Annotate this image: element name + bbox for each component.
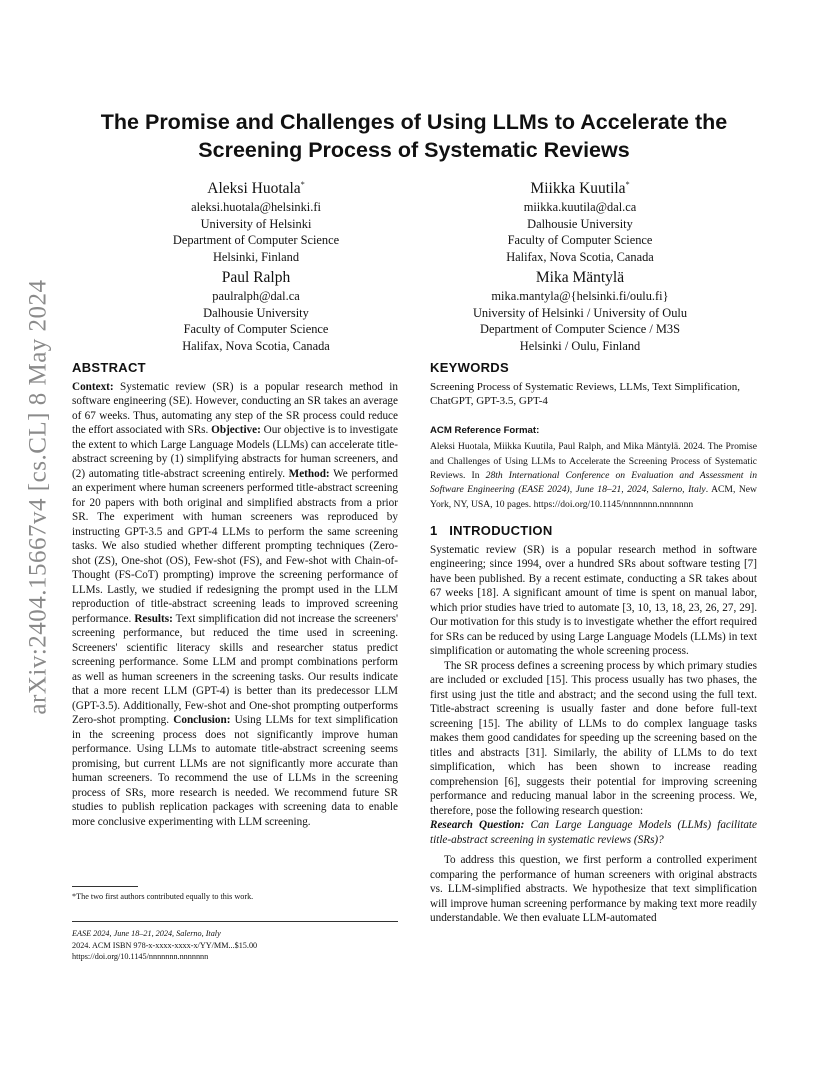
context-text: Systematic review (SR) is a popular research method in software engineering (SE). However, conducting an SR takes an average of 67 weeks. Thus, automating any step of the SR process could reduce the effort associated with SRs. (72, 380, 398, 437)
author-email: miikka.kuutila@dal.ca (523, 200, 637, 215)
author-location: Helsinki / Oulu, Finland (519, 338, 641, 353)
acm-reference-text: Aleksi Huotala, Miikka Kuutila, Paul Ralph, and Mika Mäntylä. 2024. The Promise and Challenges of Using LLMs to Accelerate the Screening Process of Systematic Reviews. In 28th International Conference on Evaluation and Assessment in Software Engineering (EASE 2024), June 18–21, 2024, Salerno, Italy. ACM, New York, NY, USA, 10 pages. https://doi.org/10.1145/nnnnnnn.nnnnnnn (430, 441, 757, 510)
method-text: We performed an experiment where human screeners performed title-abstract screening for 20 papers with both original and simplified abstracts from a prior SR. The experiment with human screeners was reproduced by instructing GPT-3.5 and GPT-4 LLMs to perform the same screening tasks. We also studied whether different prompting techniques (Zero-shot (ZS), One-shot (OS), Few-shot (FS), and Few-shot with Chain-of-Thought (FS-CoT) prompting) improve the screening performance of LLMs. Lastly, we studied if redesigning the prompt used in the LLM reproduction of title-abstract screening leads to improved screening performance. (72, 467, 398, 625)
paper-title (70, 108, 758, 164)
author-department: Faculty of Computer Science (183, 322, 329, 337)
author-email: aleksi.huotala@helsinki.fi (191, 200, 321, 215)
objective-label: Objective: (211, 424, 261, 437)
author-department: Department of Computer Science / M3S (480, 322, 680, 337)
author-department: Department of Computer Science (172, 233, 340, 248)
author-email: mika.mantyla@{helsinki.fi/oulu.fi} (491, 289, 669, 303)
abstract-section (72, 361, 398, 829)
acm-venue: 28th International Conference on Evaluation and Assessment in Software Engineering (EASE 2024), June 18–21, 2024, Salerno, Italy (430, 470, 757, 496)
research-question (430, 818, 757, 847)
intro-paragraph-3: To address this question, we first perform a controlled experiment comparing the performance of human screeners with original abstracts vs. LLM-simplified abstracts. We hypothesize that text simplification will improve human screening performance by making text more readily understandable. We then evaluate LLM-automated (430, 854, 757, 925)
author-department: Faculty of Computer Science (507, 233, 653, 248)
author-name: Miikka Kuutila* (530, 180, 630, 198)
author-block-1 (106, 175, 406, 266)
doi-line: https://doi.org/10.1145/nnnnnnn.nnnnnnn (72, 952, 209, 962)
author-name: Aleksi Huotala* (207, 180, 305, 198)
title-line-2: Screening Process of Systematic Reviews (198, 138, 630, 162)
keywords-text: Screening Process of Systematic Reviews, LLMs, Text Simplification, ChatGPT, GPT-3.5, GPT-4 (430, 380, 741, 408)
context-label: Context: (72, 380, 114, 393)
author-location: Halifax, Nova Scotia, Canada (182, 338, 330, 353)
author-location: Halifax, Nova Scotia, Canada (506, 249, 654, 264)
keywords-heading: KEYWORDS (430, 360, 509, 375)
rq-text: Can Large Language Models (LLMs) facilitate title-abstract screening in systematic reviews (SRs)? (430, 819, 758, 846)
abstract-heading: ABSTRACT (72, 360, 146, 375)
acm-reference-heading: ACM Reference Format: (430, 424, 540, 436)
objective-text: Our objective is to investigate the extent to which Large Language Models (LLMs) can accelerate title-abstract screening by (1) simplifying abstracts for human screeners, and (2) automating title-abstract screening entirely. (72, 424, 398, 480)
introduction-heading: 1 INTRODUCTION (430, 523, 553, 539)
conference-divider (72, 921, 398, 922)
results-text: Text simplification did not increase the screeners' screening performance, but reduced the time used in screening. Screeners' scientific literacy skills and researcher status predict screening performance. Some LLM and prompt combinations perform as well as human screeners in the screening tasks. Our results indicate that a more recent LLM (GPT-4) is better than its predecessor LLM (GPT-3.5). Additionally, Few-shot and One-shot prompting outperforms Zero-shot prompting. (72, 612, 398, 727)
conference-line: EASE 2024, June 18–21, 2024, Salerno, Italy (72, 929, 221, 938)
author-email: paulralph@dal.ca (212, 289, 300, 303)
author-name: Paul Ralph (221, 269, 291, 286)
author-block-2 (430, 175, 730, 266)
isbn-line: 2024. ACM ISBN 978-x-xxxx-xxxx-x/YY/MM...$15.00 (72, 940, 258, 950)
method-label: Method: (288, 467, 330, 480)
footnote-divider (72, 886, 138, 887)
author-name: Mika Mäntylä (535, 269, 625, 286)
footnote: *The two first authors contributed equally to this work. (72, 892, 254, 901)
right-column (430, 361, 757, 926)
title-line-1: The Promise and Challenges of Using LLMs to Accelerate the (100, 110, 728, 134)
author-affiliation: University of Helsinki (200, 216, 312, 231)
author-block-3 (106, 268, 406, 354)
arxiv-identifier: arXiv:2404.15667v4 [cs.CL] 8 May 2024 (25, 279, 52, 715)
conclusion-label: Conclusion: (173, 714, 231, 727)
conference-info (72, 928, 257, 963)
abstract-body (72, 380, 398, 830)
author-location: Helsinki, Finland (212, 249, 300, 264)
author-affiliation: Dalhousie University (527, 216, 633, 231)
results-label: Results: (134, 612, 173, 625)
author-affiliation: Dalhousie University (203, 305, 309, 320)
rq-label: Research Question: (430, 819, 525, 832)
conclusion-text: Using LLMs for text simplification in the screening process does not significantly improve human performance. Using LLMs to automate title-abstract screening seems promising, but current LLMs are not significantly more accurate than human screeners. To recommend the use of LLMs in the screening process of SRs, more research is needed. We recommend future SR studies to publish replication packages with screening data to enable more conclusive experimenting with LLM screening. (72, 714, 399, 828)
intro-paragraph-2: The SR process defines a screening process by which primary studies are included or excluded [15]. This process usually has two phases, the first using just the title and abstract; and the second using the full text. Title-abstract screening is usually faster and done before full-text screening [15]. The ability of LLMs to do complex language tasks makes them good candidates for speeding up the screening based on the titles and abstracts [31]. Similarly, the ability of LLMs to do text simplification, which has been shown to increase reading comprehension [6], suggests their potential for improving screening performance and reducing manual labor in the screening process. We, therefore, pose the following research question: (430, 659, 757, 817)
intro-paragraph-1: Systematic review (SR) is a popular research method in software engineering; since 1994, over a hundred SRs about software testing [7] have been published. By a recent estimate, conducting a SR takes about 67 weeks [18]. A significant amount of time is spent on manual labor, which prior studies have tried to automate [3, 10, 13, 18, 23, 26, 27, 29]. Our motivation for this study is to investigate whether the effort required for SRs can be reduced by using Large Language Models (LLMs) in text simplification or automating the whole screening process. (430, 543, 757, 658)
author-block-4 (430, 268, 730, 354)
author-affiliation: University of Helsinki / University of Oulu (472, 305, 688, 320)
